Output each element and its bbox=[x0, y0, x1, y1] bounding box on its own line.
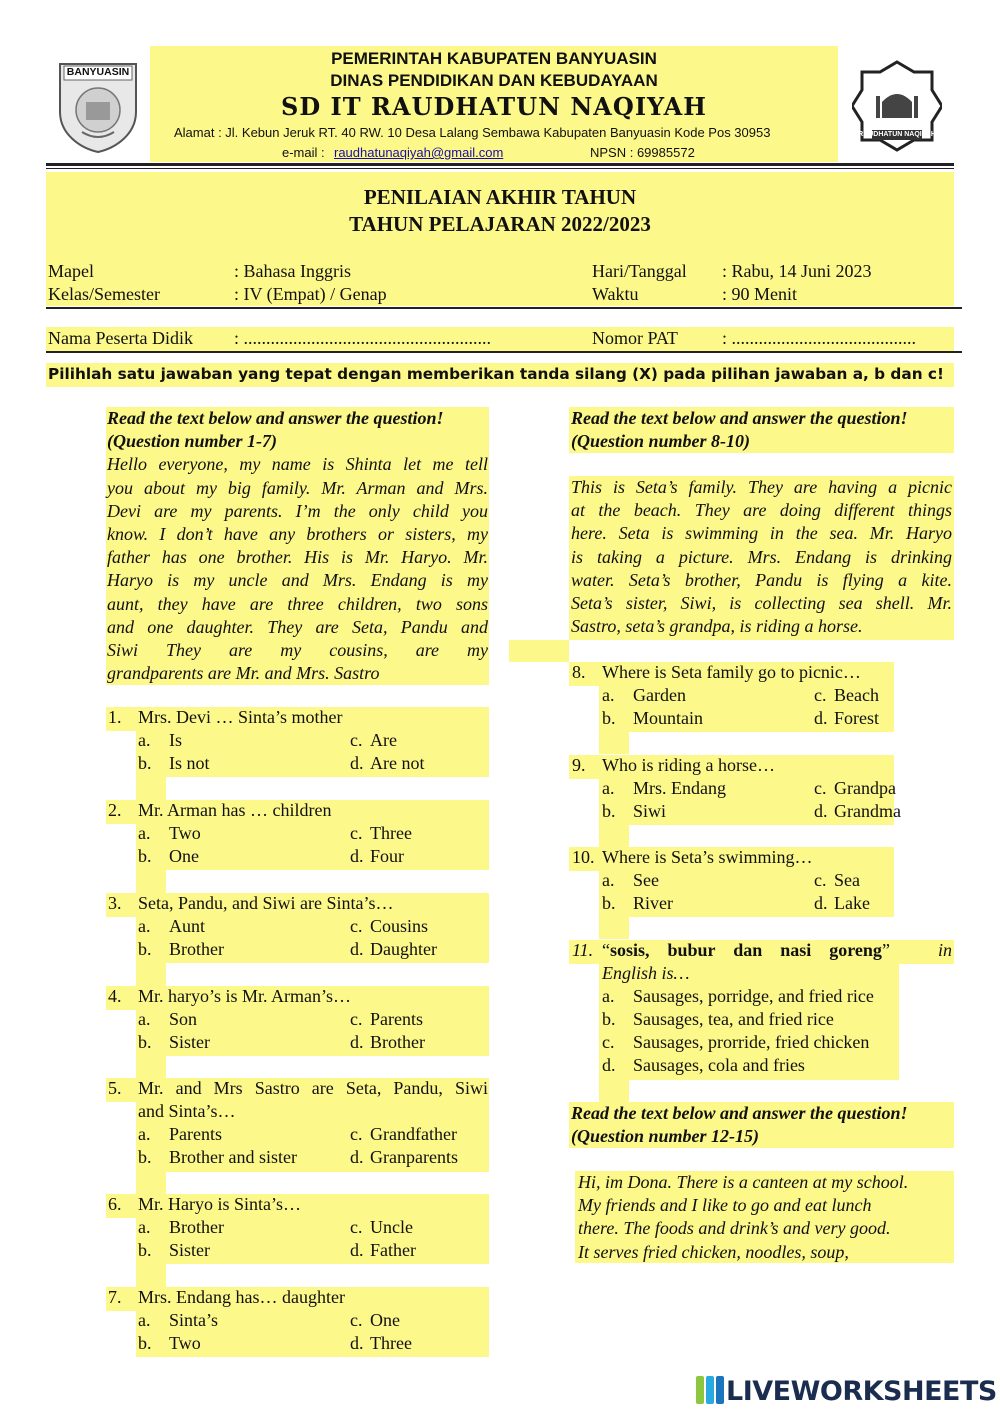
passage-line: Siwi They are my cousins, are my bbox=[107, 640, 488, 661]
waktu-label: Waktu bbox=[592, 284, 639, 304]
option-letter: a. bbox=[138, 1217, 151, 1237]
option-letter: c. bbox=[350, 1217, 363, 1237]
option-letter: c. bbox=[814, 778, 827, 798]
option-letter: b. bbox=[602, 708, 616, 728]
passage-line: you about my big family. Mr. Arman and Mrs. bbox=[107, 477, 488, 498]
option-c[interactable]: Are bbox=[370, 730, 397, 750]
hari-value: : Rabu, 14 Juni 2023 bbox=[722, 261, 872, 281]
question-text-cont: English is… bbox=[602, 963, 690, 983]
option-a[interactable]: Son bbox=[169, 1009, 198, 1029]
header-rule-thin bbox=[46, 168, 954, 169]
passage-line: Sastro, seta’s grandpa, is riding a horse. bbox=[571, 616, 863, 637]
option-letter: a. bbox=[138, 1124, 151, 1144]
option-d[interactable]: Are not bbox=[370, 753, 425, 773]
option-letter: b. bbox=[138, 1147, 152, 1167]
passage-line: and one daughter. They are Seta, Pandu and bbox=[107, 616, 488, 637]
q-highlight bbox=[136, 777, 166, 801]
q-highlight bbox=[136, 870, 166, 894]
question-text: Seta, Pandu, and Siwi are Sinta’s… bbox=[138, 893, 394, 913]
option-letter: d. bbox=[350, 1032, 364, 1052]
option-a[interactable]: Garden bbox=[633, 685, 686, 705]
passage-line: is taking a picture. Mrs. Endang is drinking bbox=[571, 546, 952, 567]
option-letter: d. bbox=[350, 1240, 364, 1260]
mapel-value: : Bahasa Inggris bbox=[234, 261, 351, 281]
option-letter: b. bbox=[602, 1009, 616, 1029]
option-letter: a. bbox=[602, 778, 615, 798]
option-letter: a. bbox=[602, 870, 615, 890]
right-heading-block bbox=[571, 407, 952, 453]
question-text: Mr. Arman has … children bbox=[138, 800, 332, 820]
exam-year: TAHUN PELAJARAN 2022/2023 bbox=[349, 212, 651, 236]
department-name: DINAS PENDIDIKAN DAN KEBUDAYAAN bbox=[330, 71, 658, 90]
option-b[interactable]: Sister bbox=[169, 1240, 211, 1260]
question-number: 3. bbox=[108, 893, 122, 913]
left-heading: Read the text below and answer the question! bbox=[107, 408, 444, 428]
q-highlight bbox=[136, 1264, 166, 1288]
option-d[interactable]: Lake bbox=[834, 893, 870, 913]
right-heading: Read the text below and answer the question! bbox=[571, 408, 908, 428]
passage-line: water. Seta’s brother, Pandu is flying a kite. bbox=[571, 569, 952, 590]
instruction: Pilihlah satu jawaban yang tepat dengan memberikan tanda silang (X) pada pilihan jawaban a, b dan c! bbox=[48, 365, 944, 383]
option-letter: b. bbox=[138, 1032, 152, 1052]
left-logo-text: BANYUASIN bbox=[66, 66, 130, 78]
passage-line: My friends and I like to go and eat lunch bbox=[578, 1195, 872, 1216]
passage-line: grandparents are Mr. and Mrs. Sastro bbox=[107, 663, 380, 684]
passage-line: Hi, im Dona. There is a canteen at my school. bbox=[578, 1172, 909, 1192]
passage-line: Seta’s sister, Siwi, is collecting sea shell. Mr. bbox=[571, 593, 952, 614]
q-highlight bbox=[599, 1080, 629, 1102]
option-d[interactable]: Three bbox=[370, 1333, 412, 1353]
option-letter: b. bbox=[602, 801, 616, 821]
kelas-value: : IV (Empat) / Genap bbox=[234, 284, 387, 304]
question-number: 9. bbox=[572, 755, 586, 775]
option-c[interactable]: Sea bbox=[834, 870, 860, 890]
option-c[interactable]: Sausages, prorride, fried chicken bbox=[633, 1032, 870, 1052]
q-highlight bbox=[136, 1172, 166, 1196]
option-b[interactable]: Brother and sister bbox=[169, 1147, 297, 1167]
npsn: NPSN : 69985572 bbox=[590, 145, 695, 160]
option-d[interactable]: Four bbox=[370, 846, 405, 866]
option-c[interactable]: One bbox=[370, 1310, 400, 1330]
option-b[interactable]: Mountain bbox=[633, 708, 703, 728]
question-number: 7. bbox=[108, 1287, 122, 1307]
passage-line: father has one brother. His is Mr. Haryo. Mr. bbox=[107, 547, 488, 568]
option-letter: c. bbox=[814, 870, 827, 890]
option-letter: d. bbox=[814, 708, 828, 728]
question-number: 6. bbox=[108, 1194, 122, 1214]
quote-open: “ bbox=[602, 940, 610, 960]
option-letter: c. bbox=[350, 1310, 363, 1330]
question-number: 2. bbox=[108, 800, 122, 820]
option-letter: b. bbox=[138, 1333, 152, 1353]
option-b[interactable]: Siwi bbox=[633, 801, 667, 821]
option-letter: d. bbox=[350, 753, 364, 773]
option-d[interactable]: Brother bbox=[370, 1032, 425, 1052]
question-word-in: in bbox=[937, 940, 952, 960]
option-b[interactable]: Is not bbox=[169, 753, 210, 773]
passage-line: Haryo is my uncle and Mrs. Endang is my bbox=[107, 570, 488, 591]
email-label: e-mail : bbox=[282, 145, 325, 160]
left-heading-range: (Question number 1-7) bbox=[107, 431, 278, 452]
exam-title: PENILAIAN AKHIR TAHUN bbox=[363, 185, 637, 209]
nomor-field[interactable]: : ......................................... bbox=[722, 328, 917, 348]
question-bold-phrase: sosis, bubur dan nasi goreng bbox=[610, 940, 882, 960]
school-address: Alamat : Jl. Kebun Jeruk RT. 40 RW. 10 Desa Lalang Sembawa Kabupaten Banyuasin Kode Pos 30953 bbox=[174, 125, 771, 140]
option-letter: d. bbox=[350, 1333, 364, 1353]
option-letter: b. bbox=[138, 1240, 152, 1260]
passage-line: This is Seta’s family. They are having a picnic bbox=[571, 477, 952, 497]
nama-field[interactable]: : ....................................................... bbox=[234, 328, 492, 348]
question-text: Mr. haryo’s is Mr. Arman’s… bbox=[138, 986, 352, 1006]
passage-line: there. The foods and drink’s and very good. bbox=[578, 1218, 891, 1239]
nomor-label: Nomor PAT bbox=[592, 328, 678, 348]
question-text: Where is Seta family go to picnic… bbox=[602, 662, 861, 682]
liveworksheets-logo-icon bbox=[696, 1376, 724, 1409]
option-c[interactable]: Uncle bbox=[370, 1217, 413, 1237]
option-d[interactable]: Sausages, cola and fries bbox=[633, 1055, 805, 1075]
option-letter: b. bbox=[138, 753, 152, 773]
option-letter: c. bbox=[814, 685, 827, 705]
option-letter: d. bbox=[350, 846, 364, 866]
option-letter: d. bbox=[814, 893, 828, 913]
option-d[interactable]: Forest bbox=[834, 708, 879, 728]
option-letter: a. bbox=[138, 730, 151, 750]
option-b[interactable]: One bbox=[169, 846, 199, 866]
name-divider bbox=[46, 351, 962, 353]
question-number: 10. bbox=[572, 847, 595, 867]
option-letter: d. bbox=[602, 1055, 616, 1075]
option-a[interactable]: Sinta’s bbox=[169, 1310, 219, 1330]
government-name: PEMERINTAH KABUPATEN BANYUASIN bbox=[331, 49, 657, 68]
right-heading-range: (Question number 12-15) bbox=[571, 1126, 760, 1147]
passage-line: aunt, they have are three children, two sons bbox=[107, 593, 488, 614]
question-number: 8. bbox=[572, 662, 586, 682]
question-number: 4. bbox=[108, 986, 122, 1006]
right-passage2 bbox=[578, 1171, 952, 1264]
option-a[interactable]: Mrs. Endang bbox=[633, 778, 726, 798]
question-number: 1. bbox=[108, 707, 122, 727]
hari-label: Hari/Tanggal bbox=[592, 261, 687, 281]
q-highlight bbox=[136, 963, 166, 987]
question-text: Mr. and Mrs Sastro are Seta, Pandu, Siwi bbox=[138, 1078, 488, 1098]
passage-line: Hello everyone, my name is Shinta let me tell bbox=[107, 454, 488, 475]
passage-line: at the beach. They are doing different things bbox=[571, 500, 952, 521]
option-a[interactable]: Two bbox=[169, 823, 201, 843]
option-c[interactable]: Grandpa bbox=[834, 778, 896, 798]
meta-divider bbox=[46, 307, 962, 309]
school-logo bbox=[852, 58, 942, 154]
option-letter: c. bbox=[350, 916, 363, 936]
option-letter: c. bbox=[350, 823, 363, 843]
left-passage bbox=[107, 407, 488, 685]
question-text bbox=[602, 940, 952, 961]
q-highlight bbox=[136, 1056, 166, 1080]
option-b[interactable]: Sister bbox=[169, 1032, 211, 1052]
option-letter: a. bbox=[138, 916, 151, 936]
option-letter: d. bbox=[350, 1147, 364, 1167]
q-highlight bbox=[599, 825, 629, 847]
option-b[interactable]: River bbox=[633, 893, 673, 913]
option-b[interactable]: Two bbox=[169, 1333, 201, 1353]
passage-line: It serves fried chicken, noodles, soup, bbox=[578, 1241, 849, 1262]
option-letter: c. bbox=[350, 730, 363, 750]
option-letter: c. bbox=[350, 1009, 363, 1029]
question-text: Mr. Haryo is Sinta’s… bbox=[138, 1194, 302, 1214]
quote-close: ” bbox=[881, 940, 890, 960]
option-letter: d. bbox=[814, 801, 828, 821]
option-a[interactable]: Is bbox=[169, 730, 182, 750]
option-c[interactable]: Three bbox=[370, 823, 412, 843]
email-link[interactable]: raudhatunaqiyah@gmail.com bbox=[334, 145, 504, 160]
option-a[interactable]: Brother bbox=[169, 1217, 224, 1237]
question-text: Mrs. Endang has… daughter bbox=[138, 1287, 345, 1307]
option-letter: a. bbox=[138, 823, 151, 843]
right-passage bbox=[571, 476, 952, 638]
liveworksheets-brand[interactable]: LIVEWORKSHEETS bbox=[726, 1376, 997, 1407]
right-heading-range: (Question number 8-10) bbox=[571, 431, 751, 452]
right-logo-text: RAUDHATUN NAQIYAH bbox=[858, 131, 936, 138]
option-letter: a. bbox=[602, 986, 615, 1006]
option-d[interactable]: Granparents bbox=[370, 1147, 458, 1167]
nama-label: Nama Peserta Didik bbox=[48, 328, 193, 348]
option-b[interactable]: Brother bbox=[169, 939, 224, 959]
question-text: Where is Seta’s swimming… bbox=[602, 847, 813, 867]
passage-line: Devi are my parents. I’m the only child you bbox=[107, 500, 488, 521]
question-text-cont: and Sinta’s… bbox=[138, 1101, 236, 1121]
option-d[interactable]: Daughter bbox=[370, 939, 437, 959]
option-letter: a. bbox=[138, 1009, 151, 1029]
option-a[interactable]: Parents bbox=[169, 1124, 222, 1144]
option-c[interactable]: Parents bbox=[370, 1009, 423, 1029]
option-b[interactable]: Sausages, tea, and fried rice bbox=[633, 1009, 834, 1029]
option-letter: b. bbox=[138, 846, 152, 866]
school-name: SD IT RAUDHATUN NAQIYAH bbox=[281, 92, 707, 121]
option-a[interactable]: Aunt bbox=[169, 916, 205, 936]
highlight-fragment bbox=[509, 640, 569, 662]
option-c[interactable]: Grandfather bbox=[370, 1124, 457, 1144]
option-a[interactable]: See bbox=[633, 870, 659, 890]
option-letter: b. bbox=[138, 939, 152, 959]
option-c[interactable]: Cousins bbox=[370, 916, 429, 936]
passage-line: here. Seta is swimming in the sea. Mr. Haryo bbox=[571, 523, 952, 544]
option-letter: c. bbox=[602, 1032, 615, 1052]
q-highlight bbox=[599, 917, 629, 939]
right-heading2-block bbox=[571, 1102, 952, 1148]
option-letter: a. bbox=[602, 685, 615, 705]
question-number: 11. bbox=[572, 940, 594, 960]
question-text: Who is riding a horse… bbox=[602, 755, 775, 775]
option-d[interactable]: Father bbox=[370, 1240, 416, 1260]
option-letter: b. bbox=[602, 893, 616, 913]
question-text: Mrs. Devi … Sinta’s mother bbox=[138, 707, 343, 727]
passage-line: know. I don’t have any brothers or sisters, my bbox=[107, 524, 488, 545]
option-c[interactable]: Beach bbox=[834, 685, 879, 705]
option-letter: a. bbox=[138, 1310, 151, 1330]
kelas-label: Kelas/Semester bbox=[48, 284, 160, 304]
question-number: 5. bbox=[108, 1078, 122, 1098]
option-a[interactable]: Sausages, porridge, and fried rice bbox=[633, 986, 874, 1006]
waktu-value: : 90 Menit bbox=[722, 284, 797, 304]
option-d[interactable]: Grandma bbox=[834, 801, 901, 821]
option-letter: c. bbox=[350, 1124, 363, 1144]
header-rule-thick bbox=[46, 163, 954, 166]
mapel-label: Mapel bbox=[48, 261, 94, 281]
option-letter: d. bbox=[350, 939, 364, 959]
right-heading: Read the text below and answer the question! bbox=[571, 1103, 908, 1123]
q-highlight bbox=[599, 732, 629, 754]
